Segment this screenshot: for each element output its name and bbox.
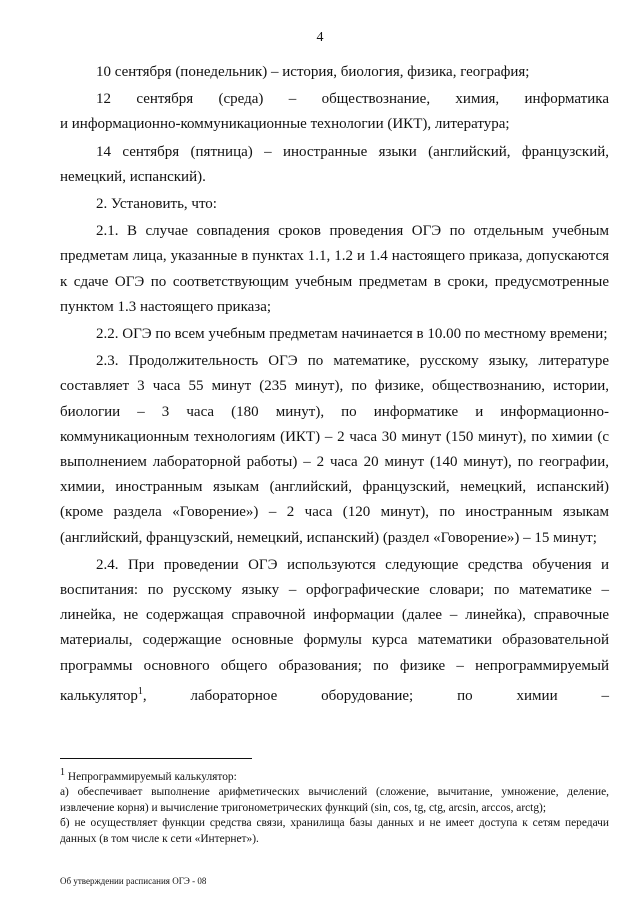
body-text — [60, 60, 609, 711]
footnote-title — [60, 765, 609, 785]
footnote-item-a: а) обеспечивает выполнение арифметических вычислений (сложение, вычитание, умножение, деление, извлечение корня) и вычисление тригонометрических функций (sin, cos, tg, ctg, arcsin, arccos, arctg); — [60, 786, 609, 814]
footnotes — [60, 765, 609, 847]
footnote-marker: 1 — [60, 767, 65, 778]
paragraph-sept-12 — [60, 87, 609, 137]
paragraph-sept-12-line-1: 12 сентября (среда) – обществознание, химия, информатика — [96, 91, 609, 108]
paragraph-sept-12-line-2: и информационно-коммуникационные технологии (ИКТ), литература; — [60, 116, 510, 133]
paragraph-clause-2-4-continuation: , лабораторное оборудование; по химии – — [142, 687, 609, 704]
footnote-item-b: б) не осуществляет функции средства связи, хранилища базы данных и не имеет доступа к сетям передачи данных (в том числе к сети «Интернет»). — [60, 817, 609, 845]
paragraph-clause-2-4 — [60, 553, 609, 709]
paragraph-clause-2: 2. Установить, что: — [96, 196, 217, 213]
page-number: 4 — [316, 30, 324, 45]
paragraph-clause-2-4-text: 2.4. При проведении ОГЭ используются следующие средства обучения и воспитания: по русскому языку – орфографические словари; по математике – линейка, не содержащая справочной информации (далее – линейка), справочные материалы, содержащие основные формулы курса математики образовательной программы основного общего образования; по физике – непрограммируемый калькулятор — [60, 556, 609, 704]
paragraph-sept-10: 10 сентября (понедельник) – история, биология, физика, география; — [96, 64, 530, 80]
footnote-reference: 1 — [137, 685, 143, 697]
footnote-divider — [60, 758, 252, 759]
document-footer-label: Об утверждении расписания ОГЭ - 08 — [60, 876, 207, 886]
footnote-title-text: Непрограммируемый калькулятор: — [65, 770, 237, 783]
paragraph-clause-2-1: 2.1. В случае совпадения сроков проведения ОГЭ по отдельным учебным предметам лица, указанные в пунктах 1.1, 1.2 и 1.4 настоящего приказа, допускаются к сдаче ОГЭ по соответствующим учебным предметам в сроки, предусмотренные пунктом 1.3 настоящего приказа; — [60, 223, 609, 315]
paragraph-clause-2-3: 2.3. Продолжительность ОГЭ по математике, русскому языку, литературе составляет 3 часа 55 минут (235 минут), по физике, обществознанию, истории, биологии – 3 часа (180 минут), по информатике и информационно-коммуникационным технологиям (ИКТ) – 2 часа 30 минут (150 минут), по химии (с выполнением лабораторной работы) – 2 часа 20 минут (140 минут), по географии, химии, иностранным языкам (английский, французский, немецкий, испанский) (кроме раздела «Говорение») – 2 часа (120 минут), по иностранным языкам (английский, французский, немецкий, испанский) (раздел «Говорение») – 15 минут; — [60, 353, 609, 546]
paragraph-sept-14: 14 сентября (пятница) – иностранные языки (английский, французский, немецкий, испанский). — [60, 143, 609, 185]
paragraph-clause-2-2: 2.2. ОГЭ по всем учебным предметам начинается в 10.00 по местному времени; — [96, 326, 608, 343]
